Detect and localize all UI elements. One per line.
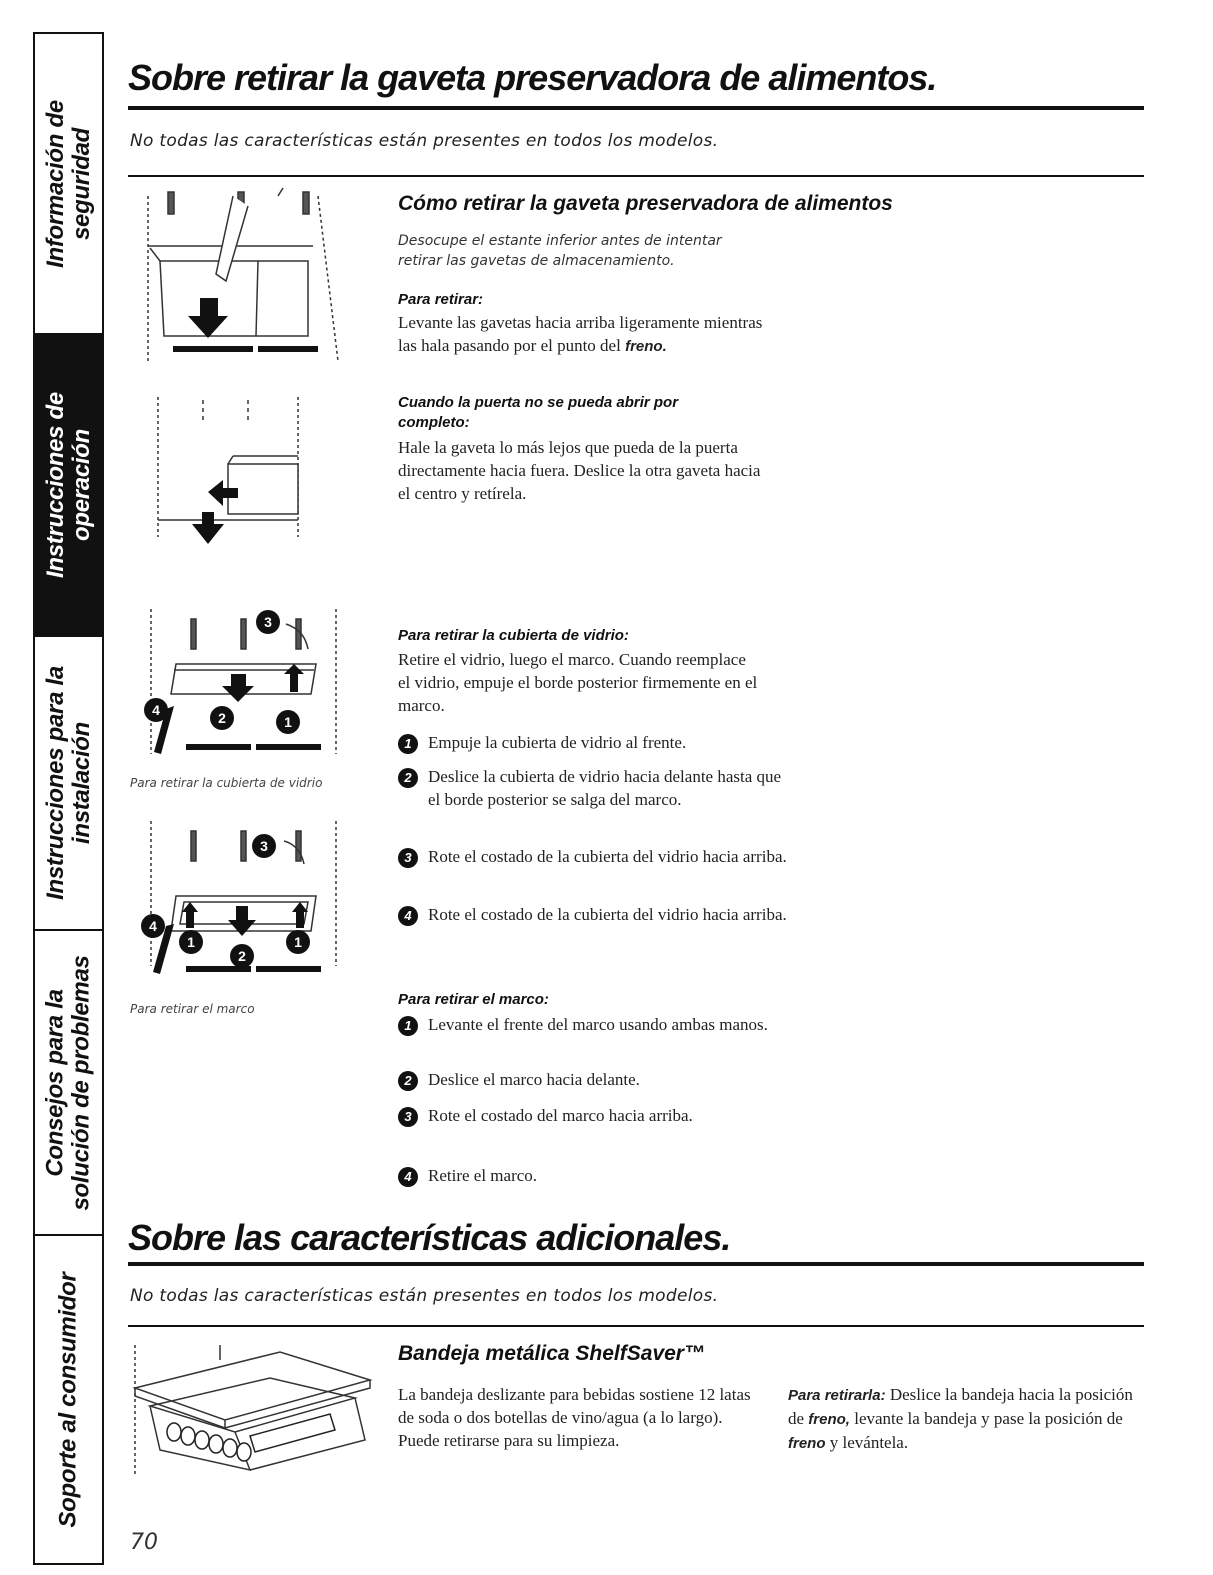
freno-term: freno, [808,1411,850,1428]
shelfsaver-text: La bandeja deslizante para bebidas sostiene 12 latas de soda o dos botellas de vino/agua (a lo largo). Puede retirarse para su limpieza. [398,1385,751,1450]
intro-text: Desocupe el estante inferior antes de intentar retirar las gavetas de almacenamiento. [398,233,722,269]
divider [128,175,1144,177]
glass-step [398,731,788,754]
tab-instrucciones-instalacion[interactable] [35,637,102,931]
remove-text-c: y levántela. [829,1433,909,1452]
step-number: 3 [398,1107,418,1127]
drawer-lift-illustration [138,186,368,376]
svg-text:2: 2 [238,948,246,964]
freno-term: freno. [625,338,667,355]
svg-text:3: 3 [260,838,268,854]
tab-label: Consejos para la solución de problemas [41,954,95,1211]
divider [128,1325,1144,1327]
svg-text:1: 1 [294,934,302,950]
step-text: Empuje la cubierta de vidrio al frente. [428,733,687,752]
title-rule [128,106,1144,110]
models-note: No todas las características están presentes en todos los modelos. [130,131,719,151]
step-text: Rote el costado de la cubierta del vidrio hacia arriba. [428,905,787,924]
step-text: Deslice el marco hacia delante. [428,1070,640,1089]
page-number: 70 [130,1530,158,1555]
step-number: 4 [398,1167,418,1187]
section2-title: Sobre las características adicionales. [128,1217,731,1258]
step-text: Rote el costado del marco hacia arriba. [428,1106,693,1125]
svg-text:4: 4 [152,702,160,718]
frame-step [398,1068,788,1091]
caption-frame: Para retirar el marco [130,1002,255,1016]
svg-text:3: 3 [264,614,272,630]
tab-instrucciones-operacion[interactable] [35,335,102,637]
step-number: 2 [398,1071,418,1091]
glass-step [398,845,788,868]
tab-solucion-problemas[interactable] [35,931,102,1236]
step-number: 1 [398,1016,418,1036]
remove-text [398,311,763,358]
frame-illustration [136,816,366,986]
glass-cover-illustration [136,604,366,774]
drawer-pull-illustration [138,392,368,552]
svg-text:4: 4 [149,918,157,934]
sidebar-tabs [33,32,104,1565]
svg-text:1: 1 [284,714,292,730]
frame-step [398,1164,788,1187]
tab-label: Instrucciones de operación [41,392,95,578]
section2-heading: Bandeja metálica ShelfSaver™ [398,1342,705,1365]
remove-text-b: levante la bandeja y pase la posición de [854,1409,1123,1428]
section1-heading: Cómo retirar la gaveta preservadora de alimentos [398,192,893,215]
step-number: 3 [398,848,418,868]
glass-label: Para retirar la cubierta de vidrio: [398,627,629,644]
section1-title: Sobre retirar la gaveta preservadora de alimentos. [128,57,937,98]
tab-informacion-seguridad[interactable] [35,34,102,335]
remove-text-a: Deslice la bandeja hacia la posición de [788,1385,1133,1428]
tab-soporte-consumidor[interactable] [35,1236,102,1563]
remove-text-body: Levante las gavetas hacia arriba ligeramente mientras las hala pasando por el punto del [398,313,763,355]
step-text: Levante el frente del marco usando ambas manos. [428,1015,768,1034]
frame-label: Para retirar el marco: [398,991,549,1008]
door-text: Hale la gaveta lo más lejos que pueda de la puerta directamente hacia fuera. Deslice la otra gaveta hacia el centro y retírela. [398,438,761,503]
shelfsaver-illustration [130,1340,375,1490]
svg-text:1: 1 [187,934,195,950]
remove-label: Para retirarla: [788,1387,886,1404]
step-number: 1 [398,734,418,754]
glass-step [398,765,788,811]
step-text: Retire el marco. [428,1166,538,1185]
step-number: 2 [398,768,418,788]
remove-label: Para retirar: [398,291,484,308]
step-text: Deslice la cubierta de vidrio hacia delante hasta que el borde posterior se salga del marco. [428,767,782,809]
models-note: No todas las características están presentes en todos los modelos. [130,1286,719,1306]
tab-label: Instrucciones para la instalación [41,666,95,900]
step-number: 4 [398,906,418,926]
tab-label: Información de seguridad [41,99,95,268]
shelfsaver-removal [788,1383,1143,1455]
glass-text: Retire el vidrio, luego el marco. Cuando reemplace el vidrio, empuje el borde posterior firmemente en el marco. [398,650,758,715]
tab-label: Soporte al consumidor [54,1271,82,1528]
freno-term: freno [788,1435,826,1452]
glass-step [398,903,788,926]
frame-step [398,1104,788,1127]
caption-glass: Para retirar la cubierta de vidrio [130,776,323,790]
step-text: Rote el costado de la cubierta del vidrio hacia arriba. [428,847,787,866]
title-rule [128,1262,1144,1266]
door-label: Cuando la puerta no se pueda abrir por completo: [398,394,679,431]
svg-text:2: 2 [218,710,226,726]
frame-step [398,1013,788,1036]
